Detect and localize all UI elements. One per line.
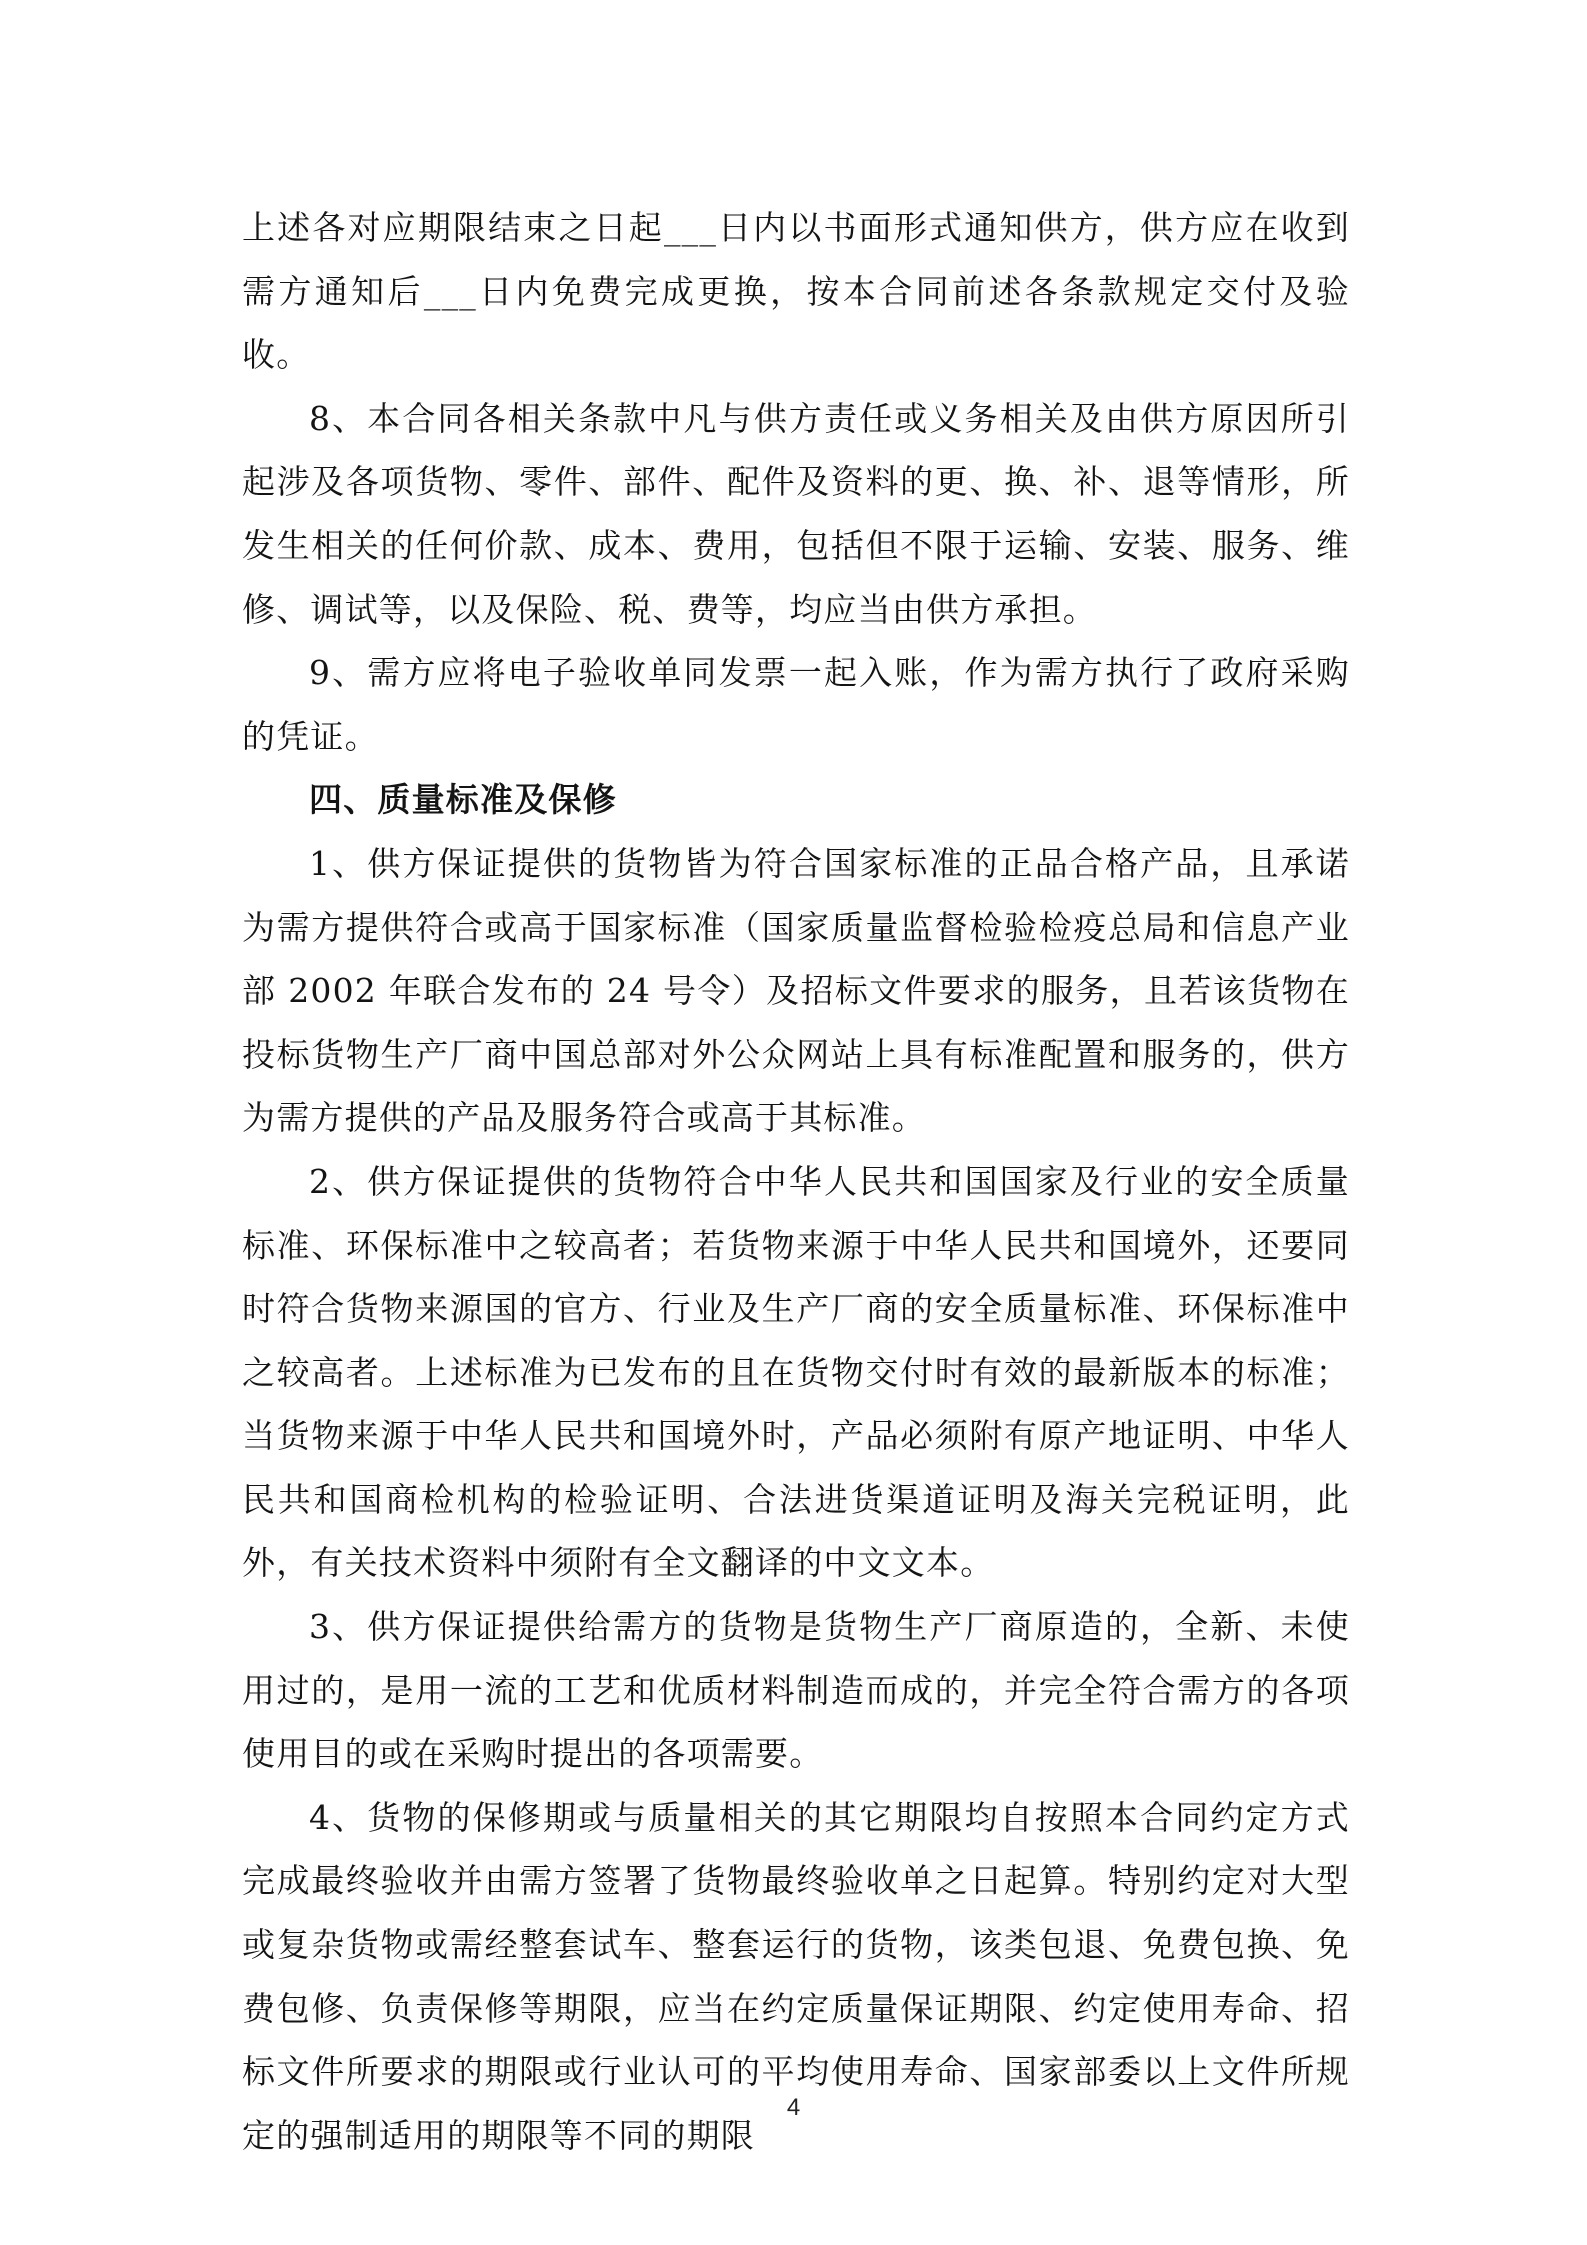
paragraph-clause-8: 8、本合同各相关条款中凡与供方责任或义务相关及由供方原因所引起涉及各项货物、零件、部件、配件及资料的更、换、补、退等情形，所发生相关的任何价款、成本、费用，包括但不限于运输、安装、服务、维修、调试等，以及保险、税、费等，均应当由供方承担。 bbox=[242, 398, 1350, 629]
paragraph-clause-9: 9、需方应将电子验收单同发票一起入账，作为需方执行了政府采购的凭证。 bbox=[242, 653, 1350, 756]
paragraph-quality-4: 4、货物的保修期或与质量相关的其它期限均自按照本合同约定方式完成最终验收并由需方签署了货物最终验收单之日起算。特别约定对大型或复杂货物或需经整套试车、整套运行的货物，该类包退、免费包换、免费包修、负责保修等期限，应当在约定质量保证期限、约定使用寿命、招标文件所要求的期限或行业认可的平均使用寿命、国家部委以上文件所规定的强制适用的期限等不同的期限 bbox=[242, 1797, 1350, 2155]
page-body bbox=[242, 196, 1350, 2167]
section-heading-quality: 四、质量标准及保修 bbox=[309, 780, 617, 820]
paragraph-quality-3: 3、供方保证提供给需方的货物是货物生产厂商原造的，全新、未使用过的，是用一流的工艺和优质材料制造而成的，并完全符合需方的各项使用目的或在采购时提出的各项需要。 bbox=[242, 1607, 1350, 1774]
page-number: 4 bbox=[786, 2094, 801, 2121]
paragraph-quality-1: 1、供方保证提供的货物皆为符合国家标准的正品合格产品，且承诺为需方提供符合或高于国家标准（国家质量监督检验检疫总局和信息产业部 2002 年联合发布的 24 号令）及招标文件要求的服务，且若该货物在投标货物生产厂商中国总部对外公众网站上具有标准配置和服务的，供方为需方提供的产品及服务符合或高于其标准。 bbox=[242, 843, 1350, 1138]
paragraph-continuation: 上述各对应期限结束之日起___日内以书面形式通知供方，供方应在收到需方通知后___日内免费完成更换，按本合同前述各条款规定交付及验收。 bbox=[242, 208, 1350, 375]
paragraph-quality-2: 2、供方保证提供的货物符合中华人民共和国国家及行业的安全质量标准、环保标准中之较高者；若货物来源于中华人民共和国境外，还要同时符合货物来源国的官方、行业及生产厂商的安全质量标准、环保标准中之较高者。上述标准为已发布的且在货物交付时有效的最新版本的标准；当货物来源于中华人民共和国境外时，产品必须附有原产地证明、中华人民共和国商检机构的检验证明、合法进货渠道证明及海关完税证明，此外，有关技术资料中须附有全文翻译的中文文本。 bbox=[242, 1161, 1350, 1583]
